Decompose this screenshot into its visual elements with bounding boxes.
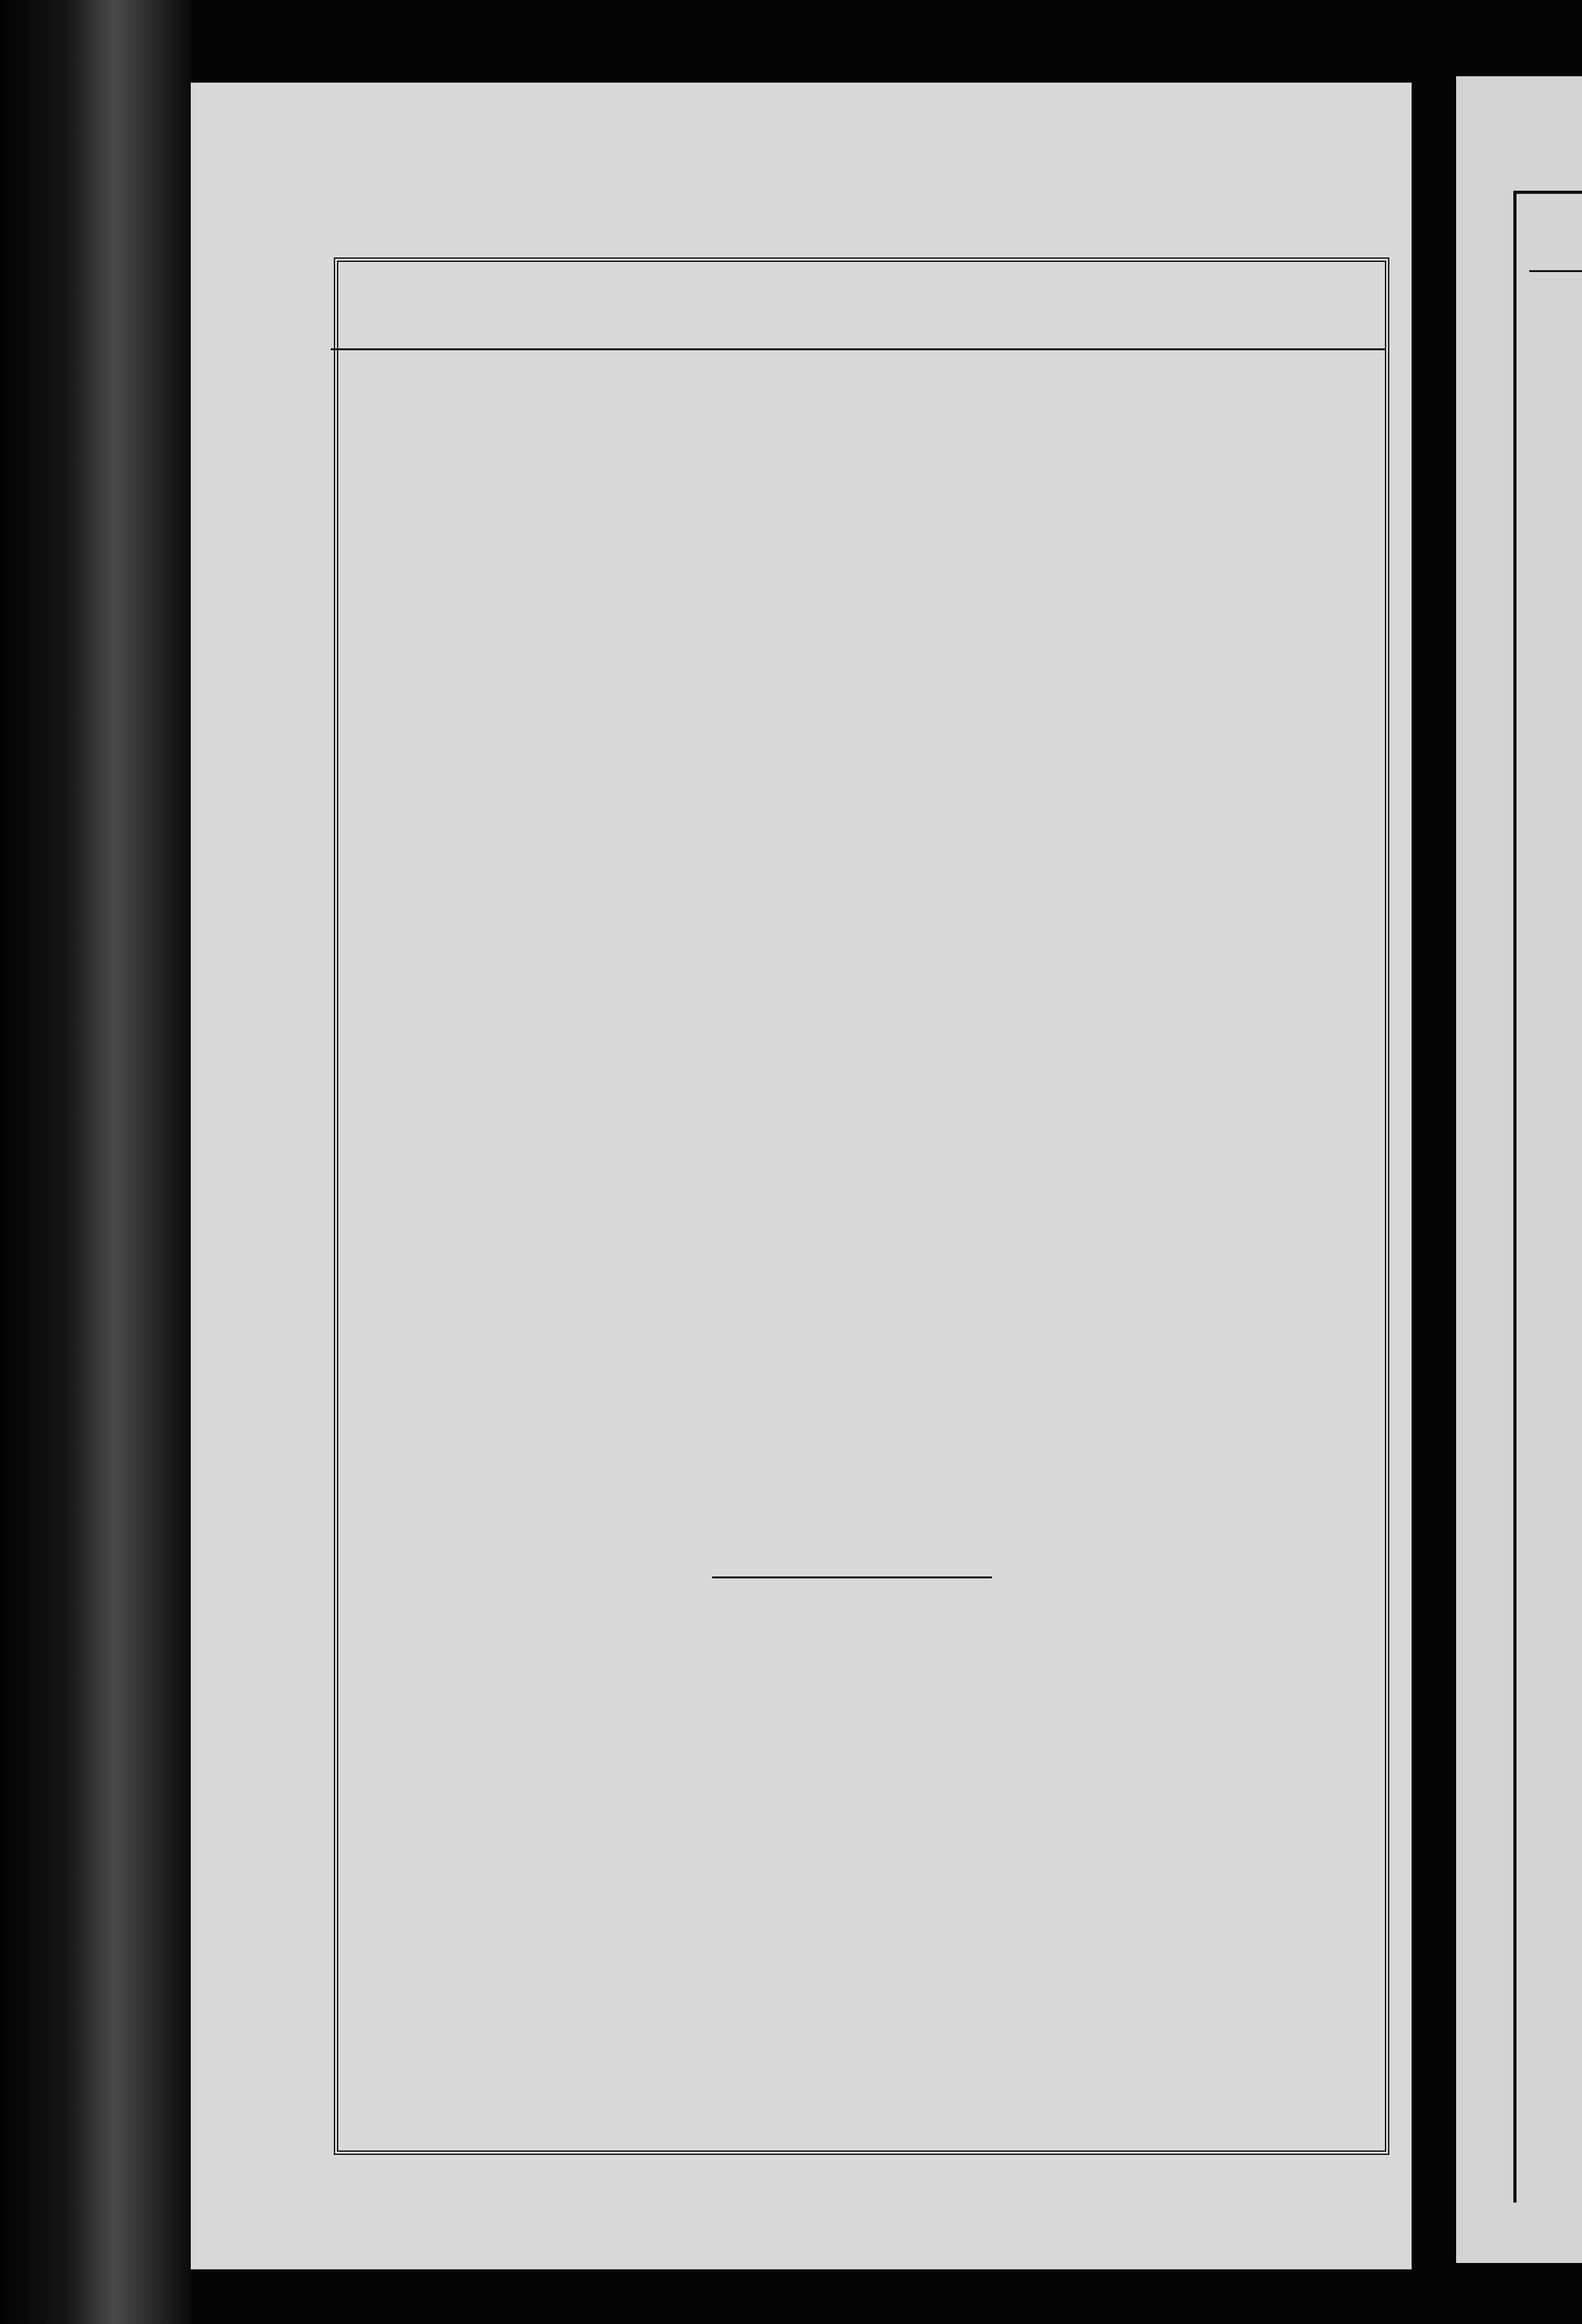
adjacent-page-rule: [1529, 270, 1582, 272]
adjacent-page: [1456, 76, 1582, 2263]
running-header: [359, 283, 1364, 343]
header-rule: [331, 348, 1386, 350]
page-frame: [334, 257, 1389, 2155]
separator-rule: [712, 1576, 992, 1578]
adjacent-page-frame: [1513, 191, 1582, 2203]
book-spine-shadow: [0, 0, 191, 2324]
